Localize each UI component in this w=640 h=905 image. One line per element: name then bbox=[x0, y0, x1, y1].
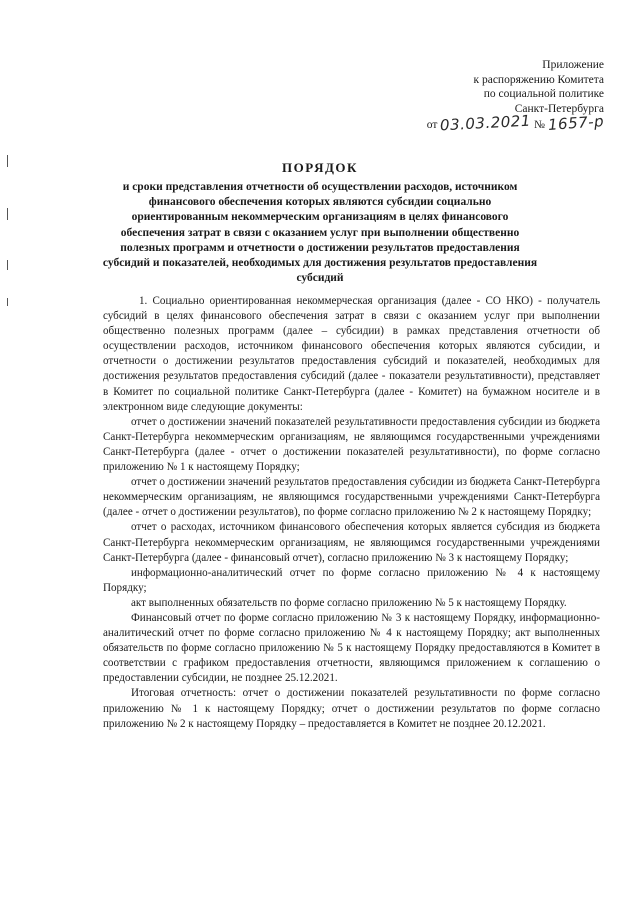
appendix-line: Приложение bbox=[542, 59, 604, 71]
document-body bbox=[103, 294, 600, 732]
scan-edge-mark bbox=[7, 260, 8, 270]
document-title: ПОРЯДОК bbox=[282, 160, 358, 175]
appendix-line: Санкт-Петербурга bbox=[514, 102, 604, 115]
number-sign: № bbox=[534, 119, 546, 131]
paragraph: Итоговая отчетность: отчет о достижении показателей результативности по форме согласно приложению № 1 к настоящему Порядку; отчет о достижении результатов по форме согласно приложению № 2 к настоящему Порядку – предоставляется в Комитет не позднее 20.12.2021. bbox=[103, 687, 600, 730]
paragraph: 1. Социально ориентированная некоммерческая организация (далее - СО НКО) - получатель субсидий в целях финансового обеспечения затрат в связи с оказанием услуг при выполнении общественно полезных программ (далее – субсидии) в рамках представления отчетности об осуществлении расходов, источником финансового обеспечения которых являются субсидии, и отчетности о достижении результатов предоставления субсидий и показателей, необходимых для достижения результатов предоставления субсидий (далее - показатели результативности), представляет в Комитет по социальной политике Санкт-Петербурга (далее - Комитет) на бумажном носителе и в электронном виде следующие документы: bbox=[103, 295, 600, 413]
paragraph: Финансовый отчет по форме согласно приложению № 3 к настоящему Порядку, информационно-аналитический отчет по форме согласно приложению № 4 к настоящему Порядку; акт выполненных обязательств по форме согласно приложению № 5 к настоящему Порядку предоставляются в Комитет в соответствии с графиком предоставления отчетности, являющимся приложением к соглашению о предоставлении субсидии, не позднее 25.12.2021. bbox=[103, 611, 600, 685]
order-date-number-line bbox=[304, 111, 605, 135]
scan-edge-mark bbox=[7, 298, 8, 306]
from-prefix: от bbox=[426, 119, 438, 131]
handwritten-number: 1657-р bbox=[547, 112, 605, 134]
document-subtitle: и сроки представления отчетности об осуществлении расходов, источником финансового обеспечения которых являются субсидии социально ориентированным некоммерческим организациям в целях финансового обеспечения затрат в связи с оказанием услуг при выполнении общественно полезных программ и отчетности о достижении результатов предоставления субсидий и показателей, необходимых для достижения результатов предоставления субсидий bbox=[102, 181, 538, 285]
appendix-block bbox=[304, 58, 604, 133]
appendix-line: к распоряжению Комитета bbox=[473, 73, 604, 86]
appendix-line: по социальной политике bbox=[483, 88, 604, 100]
scan-edge-mark bbox=[7, 208, 8, 220]
handwritten-date: 03.03.2021 bbox=[439, 111, 532, 135]
paragraph: отчет о достижении значений результатов предоставления субсидии из бюджета Санкт-Петербурга некоммерческим организациям, не являющимся государственными учреждениями Санкт-Петербурга (далее - отчет о достижении результатов), по форме согласно приложению № 2 к настоящему Порядку; bbox=[103, 476, 600, 519]
paragraph: акт выполненных обязательств по форме согласно приложению № 5 к настоящему Порядку. bbox=[131, 596, 567, 609]
paragraph: отчет о расходах, источником финансового обеспечения которых является субсидия из бюджета Санкт-Петербурга некоммерческим организациям, не являющимся государственными учреждениями Санкт-Петербурга (далее - финансовый отчет), согласно приложению № 3 к настоящему Порядку; bbox=[103, 521, 600, 564]
paragraph: отчет о достижении значений показателей результативности предоставления субсидии из бюджета Санкт-Петербурга некоммерческим организациям, не являющимся государственными учреждениями Санкт-Петербурга (далее - отчет о достижении показателей результативности), по форме согласно приложению № 1 к настоящему Порядку; bbox=[103, 415, 600, 474]
paragraph: информационно-аналитический отчет по форме согласно приложению № 4 к настоящему Порядку; bbox=[103, 566, 600, 594]
